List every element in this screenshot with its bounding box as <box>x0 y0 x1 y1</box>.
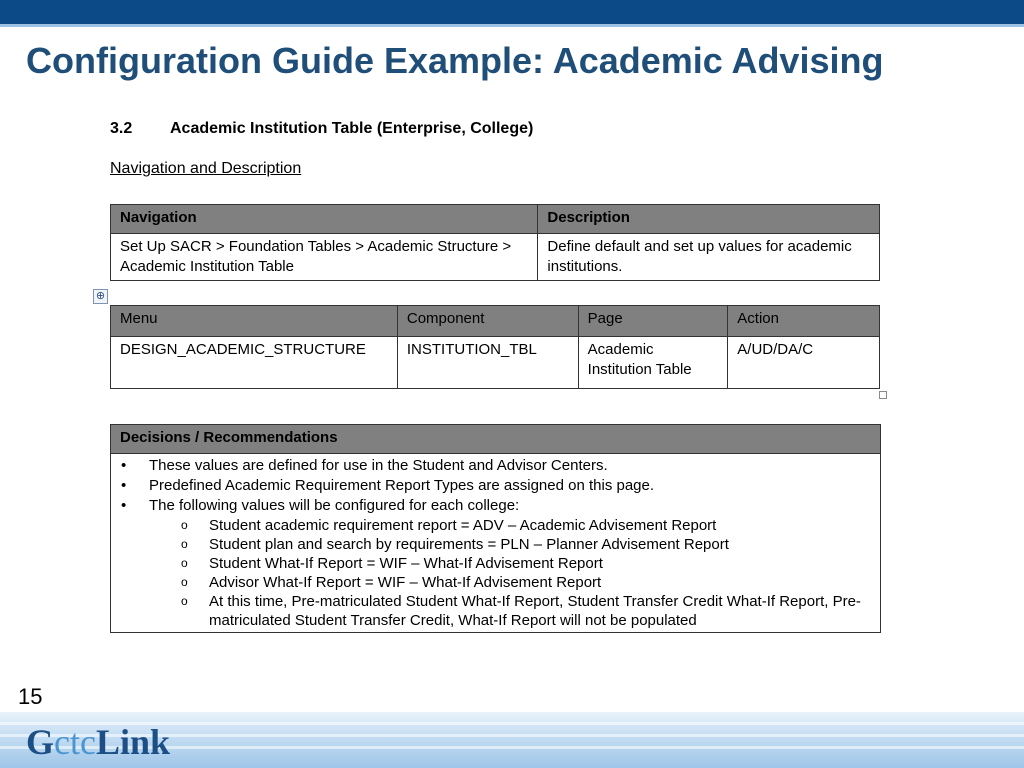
resize-handle-icon[interactable] <box>879 391 887 399</box>
bullet-marker: • <box>121 497 127 514</box>
decisions-list <box>121 456 872 630</box>
sub-list-item <box>149 516 872 535</box>
table-cell: Define default and set up values for academic institutions. <box>538 234 880 281</box>
sub-list-item-text: Student plan and search by requirements = PLN – Planner Advisement Report <box>209 536 729 553</box>
config-values-list <box>149 516 872 630</box>
table-header-cell: Menu <box>111 306 398 337</box>
logo-text-link: Link <box>95 722 171 762</box>
sub-bullet-marker: o <box>181 575 188 589</box>
sub-bullet-marker: o <box>181 594 188 608</box>
table-cell: DESIGN_ACADEMIC_STRUCTURE <box>111 337 398 389</box>
top-bar <box>0 0 1024 27</box>
sub-bullet-marker: o <box>181 537 188 551</box>
table-header-cell: Page <box>578 306 728 337</box>
sub-list-item-text: Student academic requirement report = ADV – Academic Advisement Report <box>209 517 717 534</box>
move-handle-icon[interactable]: ⊕ <box>93 289 108 304</box>
sub-bullet-marker: o <box>181 518 188 532</box>
page-number: 15 <box>18 684 43 709</box>
sub-list-item <box>149 554 872 573</box>
table-header-row <box>111 425 881 454</box>
sub-list-item <box>149 573 872 592</box>
list-item-text: These values are defined for use in the Student and Advisor Centers. <box>149 457 608 474</box>
list-item <box>121 496 872 630</box>
table-cell: Academic Institution Table <box>578 337 728 389</box>
list-item-text: The following values will be configured for each college: <box>149 497 520 514</box>
sub-list-item <box>149 535 872 554</box>
table-header-cell: Action <box>728 306 880 337</box>
logo-text-ctc: ctc <box>54 722 96 762</box>
table-header-row <box>111 205 880 234</box>
bullet-marker: • <box>121 457 127 474</box>
table-header-cell: Component <box>397 306 578 337</box>
table-header-cell: Description <box>538 205 880 234</box>
slide-title: Configuration Guide Example: Academic Advising <box>26 40 884 81</box>
section-number: 3.2 <box>110 120 133 137</box>
section-title: Academic Institution Table (Enterprise, College) <box>170 120 534 137</box>
table-cell: Set Up SACR > Foundation Tables > Academic Structure > Academic Institution Table <box>111 234 538 281</box>
sub-list-item-text: Student What-If Report = WIF – What-If Advisement Report <box>209 555 603 572</box>
table-cell: A/UD/DA/C <box>728 337 880 389</box>
ctclink-logo <box>26 720 170 764</box>
section-heading <box>110 120 533 138</box>
table-header-row <box>111 306 880 337</box>
decisions-table <box>110 424 881 633</box>
sub-bullet-marker: o <box>181 556 188 570</box>
bullet-marker: • <box>121 477 127 494</box>
sub-list-item-text: At this time, Pre-matriculated Student What-If Report, Student Transfer Credit What-If Report, Pre-matriculated Student Transfer Credit, What-If Report will not be populated <box>209 593 861 629</box>
list-item <box>121 456 872 476</box>
table-row <box>111 337 880 389</box>
menu-table <box>110 305 880 389</box>
table-header-cell: Navigation <box>111 205 538 234</box>
table-cell <box>111 454 881 633</box>
sub-list-item <box>149 592 872 630</box>
table-row <box>111 454 881 633</box>
navigation-table <box>110 204 880 281</box>
table-header-cell: Decisions / Recommendations <box>111 425 881 454</box>
logo-mark: G <box>26 722 55 762</box>
navigation-subheading: Navigation and Description <box>110 160 302 177</box>
table-cell: INSTITUTION_TBL <box>397 337 578 389</box>
list-item-text: Predefined Academic Requirement Report Types are assigned on this page. <box>149 477 655 494</box>
list-item <box>121 476 872 496</box>
table-row <box>111 234 880 281</box>
sub-list-item-text: Advisor What-If Report = WIF – What-If Advisement Report <box>209 574 602 591</box>
